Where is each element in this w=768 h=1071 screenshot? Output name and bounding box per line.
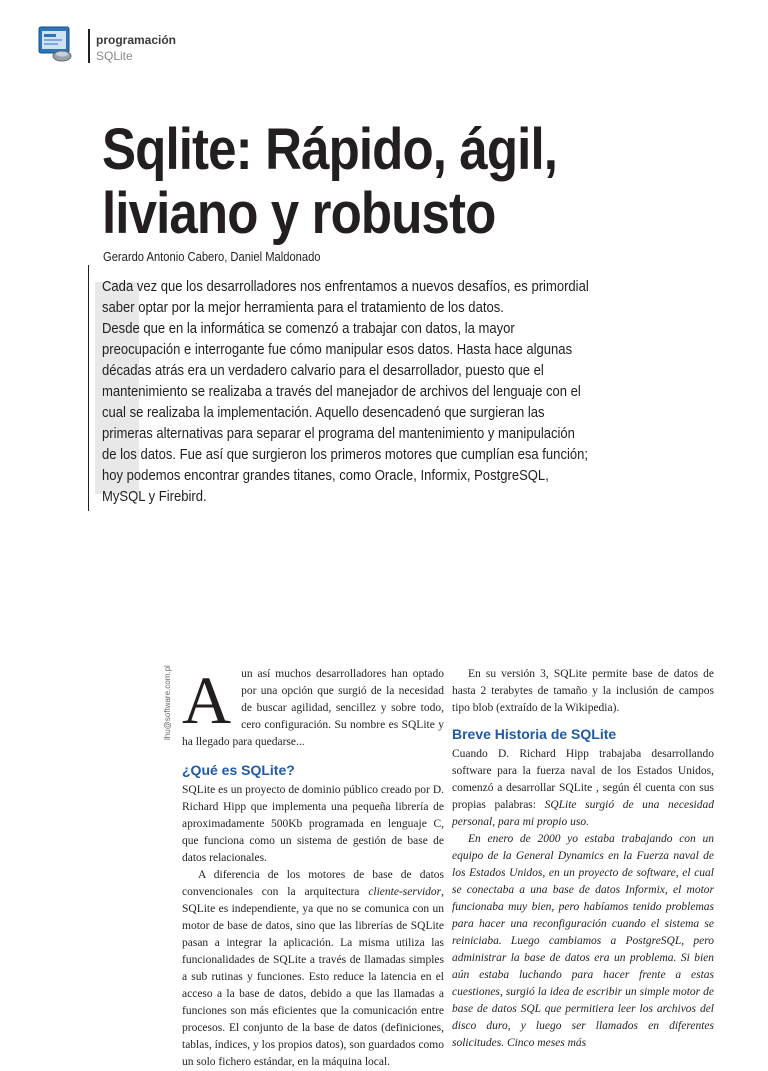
intro-text: un así muchos desarrolladores han optado por una opción que surgió de la necesidad de buscar agilidad, sencillez y sobre todo, cero configuración. Su nombre es SQLite y ha llegado para quedarse... [182,668,444,748]
section-label: programación [96,33,177,47]
emphasis-text: SQLite surgió de una necesidad personal, para mi propio uso. [452,799,714,828]
article-title: Sqlite: Rápido, ágil, liviano y robusto [102,117,558,246]
article-column-right [452,666,714,1052]
subsection-label: SQLite [96,49,133,63]
quote-text: En enero de 2000 yo estaba trabajando con un equipo de la General Dynamics en la Fuerza naval de los Estados Unidos, en un proyecto de software, el cual se conectaba a una base de datos Informix, el motor funcionaba muy bien, pero habíamos tenido problemas para hacer una reconfiguración cuando el sistema se reiniciaba. Luego cambiamos a PostgreSQL, pero administrar la base de datos era un problema. Si bien aún estaba luchando para hacer frente a estas cuestiones, surgió la idea de escribir un simple motor de base de datos SQL que permitiera leer los archivos del disco duro, y luego ser llamados en diferentes solicitudes. Cinco meses más [452,833,714,1049]
body-text: , SQLite es independiente, ya que no se comunica con un motor de base de datos, sino que las librerías de SQLite pasan a integrar la aplicación. La misma utiliza las funcionalidades de SQLite a través de llamadas simples a sub rutinas y funciones. Esto reduce la latencia en el acceso a la base de datos, debido a que las llamadas a funciones son más eficientes que la comunicación entre procesos. El conjunto de la base de datos (definiciones, tablas, índices, y los propios datos), son guardados como un solo fichero estándar, en la máquina local. [182,886,444,1068]
article-authors: Gerardo Antonio Cabero, Daniel Maldonado [103,249,321,264]
drop-cap: A [182,662,232,738]
intro-paragraph [182,662,444,751]
body-paragraph: SQLite es un proyecto de dominio público creado por D. Richard Hipp que implementa una pequeña librería de aproximadamente 500Kb programada en lenguaje C, que funciona como un sistema de gestión de base de datos relacionales. [182,784,444,864]
lead-paragraph: Desde que en la informática se comenzó a trabajar con datos, la mayor preocupación e interrogante fue cómo manipular esos datos. Hasta hace algunas décadas atrás era un verdadero calvario para el desarrollador, puesto que el mantenimiento se realizaba a través del manejador de archivos del lenguaje con el cual se realizaba la implementación. Aquello desencadenó que surgieran las primeras alternativas para separar el programa del mantenimiento y manipulación de los datos. Fue así que surgieron los primeros motores que cumplían esa función; hoy podemos encontrar grandes titanes, como Oracle, Informix, PostgreSQL, MySQL y Firebird. [102,320,589,505]
body-paragraph: En su versión 3, SQLite permite base de datos de hasta 2 terabytes de tamaño y la inclusión de campos tipo blob (extraído de la Wikipedia). [452,668,714,714]
lead-divider [88,265,89,511]
section-heading: Breve Historia de SQLite [452,726,617,742]
section-logo-icon [38,26,72,62]
body-text: A diferencia de los motores de base de datos convencionales con la arquitectura [182,869,444,898]
lead-paragraph: Cada vez que los desarrolladores nos enfrentamos a nuevos desafíos, es primordial saber optar por la mejor herramienta para el tratamiento de los datos. [102,278,589,316]
quote-paragraph [452,831,714,1052]
body-paragraph [452,746,714,831]
emphasis-text: cliente-servidor [368,886,442,898]
body-text: Cuando D. Richard Hipp trabajaba desarrollando software para la fuerza naval de los Estados Unidos, comenzó a desarrollar SQLite , según él cuenta con sus propias palabras: [452,748,714,811]
author-credit: lhu@software.com.pl [163,665,172,740]
body-paragraph [182,867,444,1071]
article-column-left [182,662,444,1071]
header-divider [88,29,90,63]
section-heading: ¿Qué es SQLite? [182,762,295,778]
article-lead [102,276,589,507]
